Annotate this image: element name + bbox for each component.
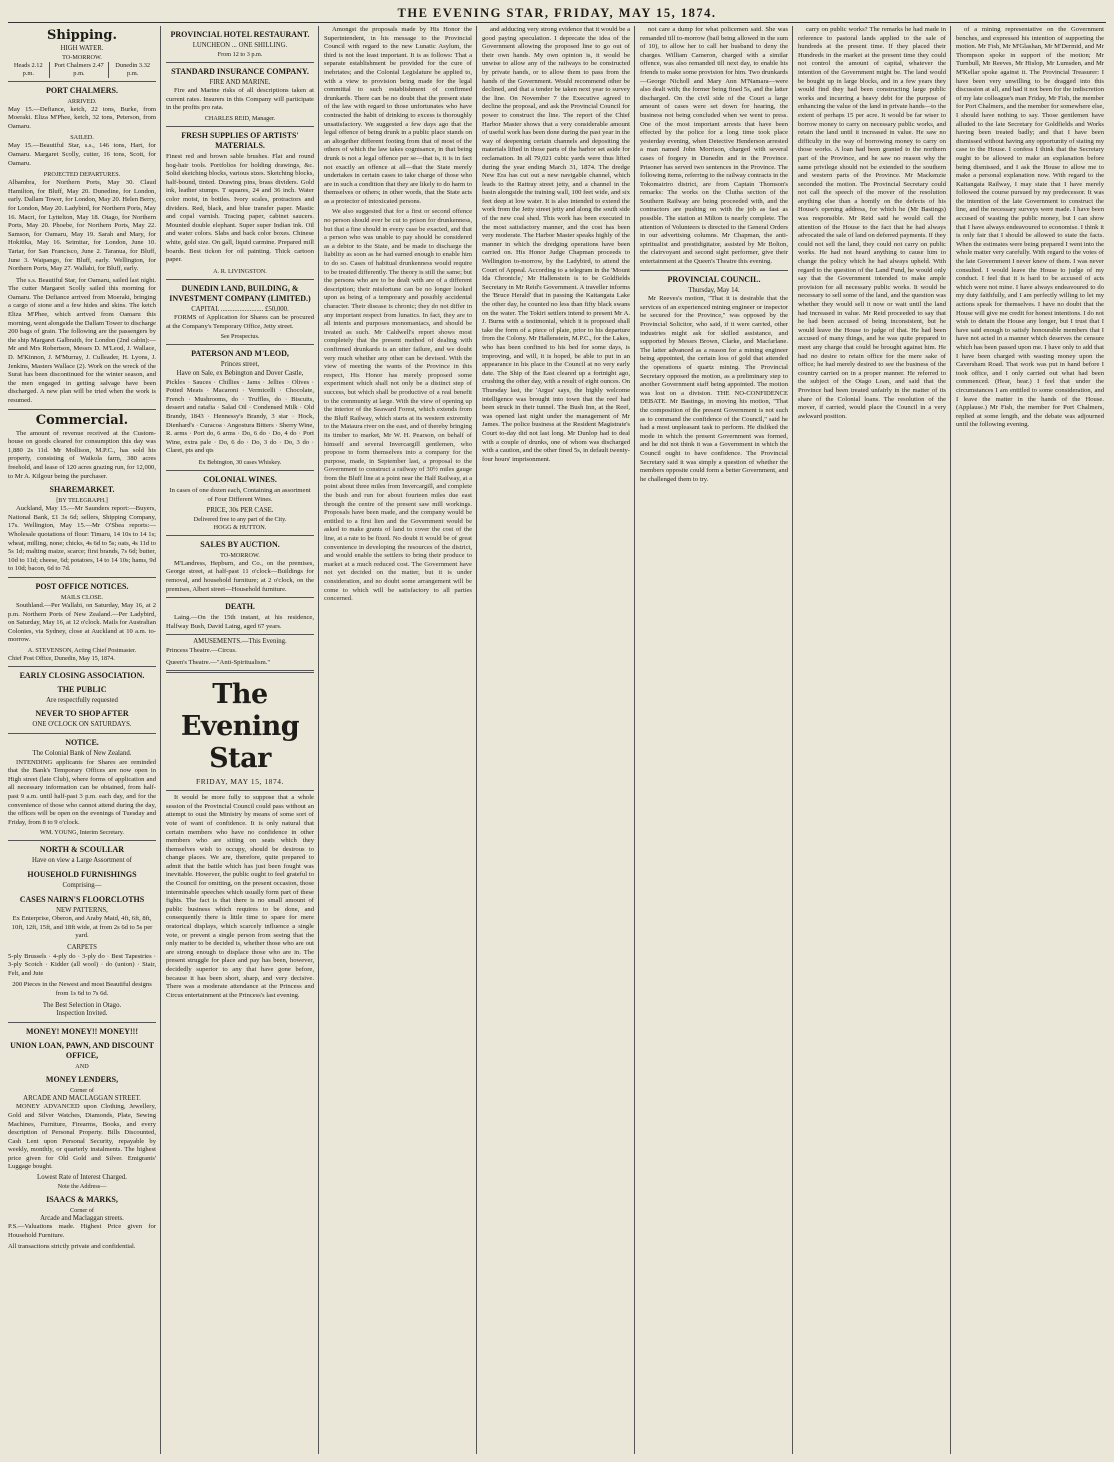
cases-floorcloths: CASES NAIRN'S FLOORCLOTHS — [19, 894, 145, 904]
wine-price: PRICE, 30s PER CASE. — [206, 507, 274, 515]
sharemarket-text: Auckland, May 15.—Mr Saunders report:—Buyers, National Bank, £1 3s 6d; sellers, Shipping Company, 17s. Wellington, May 15.—Mr O'Shea reports:—Wholesale quotations of flour: Timaru, 14 10s to 14 1s; wheat, milling, none; chicks, 4s 6d to 5s; oats, 4s 11d to 5s 1d; malting maize, scarce; first brands, 7s 6d; butter, 10d to 11d; cheese, 6d; potatoes, 14 to 14 10s; hams, 9d to 10d; bacon, 6d to 7d. — [8, 505, 156, 573]
arrived-label: ARRIVED. — [67, 97, 97, 105]
money-advanced-text: MONEY ADVANCED upon Clothing, Jewellery, Gold and Silver Watches, Diamonds, Plate, Sewing Machines, Furniture, Firearms, Books, and every description of Personal Property. Bills Discounted, Cash Lent upon Personal Security, repayable by weekly, monthly, or quarterly instalments. The highest price given for Old Gold and Silver. Emigrants' Luggage bought. — [8, 1103, 156, 1171]
column-7 — [956, 26, 1104, 1454]
artists-list: Finest red and brown sable brushes. Flat and round hog-hair tools. Portfolios for holding drawings, &c. Solid sketching blocks, various sizes. Sketching blocks, half-bound, tinted. Drawing pins, brass dividers. Gold ink, leather stumps. T squares, 24 and 36 inch. Water color moist, in bottles. Ivory scales, protractors and dividers. Red, black, and blue transfer paper. Mastic and copal varnish. Tracing paper, cabinet saucers. Mounted double elephant. Super super Indian ink. Oil and water colors. Slabs and back color boxes. Chinese white, gold size. On gall, liquid carmine. Prepared mill boards. Best tickon for oil painting. Thick cartoon paper. — [166, 152, 314, 264]
comprising: Comprising— — [62, 882, 102, 889]
new-patterns: NEW PATTERNS, — [56, 906, 108, 914]
lowest-rate: Lowest Rate of Interest Charged. — [37, 1174, 127, 1182]
divider — [8, 733, 156, 734]
divider — [166, 126, 314, 127]
colonial-wines-heading: COLONIAL WINES. — [203, 475, 277, 484]
luncheon: LUNCHEON ... ONE SHILLING. — [192, 42, 288, 49]
insurance-manager: CHARLES REID, Manager. — [204, 114, 276, 122]
nameplate: The Evening Star — [180, 679, 300, 775]
land-company-heading: DUNEDIN LAND, BUILDING, & INVESTMENT COMPANY (LIMITED.) — [169, 283, 311, 303]
tide-heads: Heads 2.12 p.m. — [13, 61, 43, 77]
by-telegraph: [BY TELEGRAPH.] — [56, 497, 108, 505]
leader-asylum-intro: Amongst the proposals made by His Honor the Superintendent, in his message to the Provincial Council with regard to the new Lunatic Asylum, the third is not the least important. It is as follows: That a separate establishment be provided for the cure of inebriates; and the Colonial Legislature be applied to, with a view to provision being made for the legal committal to such establishment of confirmed drunkards. There can be no doubt that the present state of the law with regard to those unfortunates who have contracted the habit of drinking to excess is thoroughly unsatisfactory. We suggested a few days ago that the legal offence of being drunk in a public place stands on an altogether different footing from that of most of the others of which the law takes cognisance, in that being drunk is not a legal offence per se—that is, it is in fact not exactly an offence at all—that the State merely undertakes in certain cases to take charge of those who are in such a condition that they are likely to do harm to themselves or others; in other words, that the State acts as a protector of intoxicated persons. — [324, 26, 472, 205]
sales-tomorrow: TO-MORROW. — [220, 551, 260, 559]
council-debate-continued: of a mining representative on the Government benches, and expressed his intention of supporting the motion. Mr Fish, Mr M'Glashan, Mr M'Dermid, and Mr Thompson spoke in support of the motion; Mr Turnbull, Mr Reeves, Mr Hislop, Mr Lumsden, and Mr M'Kellar spoke against it. The Provincial Treasurer: I have been very unwilling to be dragged into this discussion at all, and had it not been for the indiscretion of my late colleague's man Friday, Mr Fish, the member for Port Chalmers, and the member for somewhere else, I should have nothing to say. Those gentlemen have alluded to the late Secretary for Goldfields and Works having been treated badly; and that I have been dismissed without having any opportunity of stating my case to the House. I confess I think that the Secretary ought to be allowed to make an explanation before being dismissed, and I ask the House to allow me to make a personal explanation now. With regard to the Kaitangata Railway, I may state that I have merely followed the course pursued by my predecessor. It was the intention of the late Government to construct the line, and the necessary surveys were made. I have been accused of wasting the public money, but I can show that I have always endeavoured to economise. I think it is only fair that I should be allowed to state the facts. When the estimates were being prepared I went into the whole matter very carefully. With regard to the votes of the late Government I never knew of them. I was never consulted. I would leave the House to judge of my conduct. I feel that it is hard to be accused of acts which were not mine. I have always endeavoured to do my duty faithfully, and I am perfectly willing to let my actions speak for themselves. I have no doubt that the House will give me credit for honest intentions. I do not wish to detain the House any longer, but I trust that I have said enough to satisfy honourable members that I have not acted in a manner which deserves the censure which has been passed upon me. I have only to add that I have been charged with wasting money upon the Caversham Road. That work was put in hand before I took office, and I only carried out what had been commenced. (Hear, hear.) I feel that under the circumstances I am entitled to some consideration, and I leave the matter in the hands of the House. (Applause.) Mr Fish, the member for Port Chalmers, replied at some length, and the debate was adjourned until the following evening. — [956, 26, 1104, 429]
masthead-rule — [8, 22, 1106, 23]
livingston: A. R. LIVINGSTON. — [213, 267, 267, 275]
post-office-date: Chief Post Office, Dunedin, May 15, 1874. — [8, 654, 115, 662]
tide-table — [8, 62, 156, 78]
ex-ships-text: Ex Enterprise, Oberon, and Araby Maid, 4ft, 6ft, 8ft, 10ft, 12ft, 15ft, and 18ft wide, at from 2s 6d to 5s per yard. — [11, 915, 153, 940]
divider — [8, 81, 156, 82]
note-address: Note the Address— — [57, 1182, 107, 1190]
inspection-invited: Inspection Invited. — [56, 1010, 108, 1018]
hotel-heading: PROVINCIAL HOTEL RESTAURANT. — [170, 30, 310, 39]
queens-theatre: Queen's Theatre.—"Anti-Spiritualism." — [166, 658, 271, 666]
court-news: not care a dump for what policemen said. She was remanded till to-morrow (bail being allowed in the sum of 10), to allow her to call her husband to deny the charges. William Cameron, charged with a similar offence, was also remanded till next day, to enable his friends to make some provision for him. Two drunkards—George Nicholl and Mary Ann M'Namara—were also dealt with; the former being fined 5s, and the latter discharged. On the civil side of the Court a large amount of cases were set down for hearing, the business not being concluded when we went to press. One of the most important arrests that have been effected by the police for a long time took place yesterday evening, when Detective Henderson arrested a man named John Morrison, charged with several cases of forgery in Dunedin and in the Province. Prisoner has served two sentences in the Province. The following items, referring to the railway contracts in the Tokomairiro district, are from Captain Thomson's remarks: The works on the Clutha section of the Southern Railway are being proceeded with, and the contractors are pushing on with the job as fast as possible. The station at Milton is nearly complete. The attention of Volunteers is directed to the General Orders in our advertising columns. Mr Chapman, the anti-spiritualist and prestidigitator, assisted by Mr Bolton, the clairvoyant and second sight performer, give their entertainment at the Queen's Theatre this evening. — [640, 26, 788, 266]
carpets-label: CARPETS — [67, 943, 97, 951]
column-separator — [318, 26, 319, 1454]
paterson-heading: PATERSON AND M'LEOD, — [191, 349, 289, 359]
sharemarket-heading: SHAREMARKET. — [49, 485, 115, 495]
household-furnishings: HOUSEHOLD FURNISHINGS — [27, 870, 137, 879]
postmaster-signature: A. STEVENSON, Acting Chief Postmaster. — [27, 646, 137, 654]
carpet-note: 200 Pieces in the Newest and most Beautiful designs from 1s 6d to 7s 6d. — [12, 981, 152, 997]
column-6 — [798, 26, 946, 1454]
isaacs-marks: ISAACS & MARKS, — [46, 1194, 118, 1204]
amusements-heading: AMUSEMENTS.—This Evening. — [193, 638, 287, 646]
divider — [8, 409, 156, 410]
divider — [166, 597, 314, 598]
arcade-street: ARCADE AND MACLAGGAN STREET. — [23, 1094, 141, 1102]
masthead: THE EVENING STAR, FRIDAY, MAY 15, 1874. — [397, 6, 717, 20]
commercial-text: The amount of revenue received at the Custom-house on goods cleared for consumption this day was 1,880 2s 11d. Mr Mollison, M.P.C., has sold his property, consisting of Waikola farm, 380 acres freehold, and lease of 120 acres grazing run, for 12,000, to Mr A. Kilgour being the purchaser. — [8, 429, 156, 480]
divider — [166, 62, 314, 63]
artists-heading: FRESH SUPPLIES OF ARTISTS' MATERIALS. — [181, 130, 299, 150]
sailed-label: SAILED. — [70, 134, 94, 142]
best-selection: The Best Selection in Otago. — [42, 1001, 122, 1009]
hogg-hutton: HOGG & HUTTON. — [213, 523, 267, 531]
divider — [166, 344, 314, 345]
divider — [166, 670, 314, 673]
divider — [8, 1022, 156, 1023]
column-separator — [476, 26, 477, 1454]
the-public: THE PUBLIC — [57, 684, 107, 694]
corner-of: Corner of — [70, 1086, 94, 1094]
and-label: AND — [75, 1062, 89, 1070]
sales-text: M'Landress, Hepburn, and Co., on the premises, George street, at half-past 11 o'clock—Buildings for removal, and household furniture; at 2 o'clock, on the premises, Albert street—Household furniture. — [166, 559, 314, 593]
column-1 — [8, 26, 156, 1454]
money-lenders: MONEY LENDERS, — [45, 1074, 119, 1084]
column-separator — [160, 26, 161, 1454]
princes-street: Princes street, — [220, 361, 260, 369]
interim-secretary: WM. YOUNG, Interim Secretary. — [40, 829, 124, 837]
see-prospectus: See Prospectus. — [220, 333, 260, 341]
colonial-bank: The Colonial Bank of New Zealand. — [32, 750, 132, 758]
provincial-council-heading: PROVINCIAL COUNCIL. — [667, 274, 761, 284]
divider — [8, 666, 156, 667]
respectfully-requested: Are respectfully requested — [46, 696, 118, 704]
carpet-list: 5-ply Brussels · 4-ply do · 3-ply do · Best Tapestries · 3-ply Scotch · Kidder (all wool) · do (union) · Stair, Felt, and Jute — [8, 952, 156, 977]
column-3 — [324, 26, 472, 1454]
high-water-label: HIGH WATER. — [60, 45, 104, 52]
projected-label: PROJECTED DEPARTURES. — [43, 171, 121, 179]
divider — [166, 470, 314, 471]
mails-close-label: MAILS CLOSE. — [61, 593, 103, 601]
dateline: FRIDAY, MAY 15, 1874. — [195, 777, 285, 787]
divider — [166, 535, 314, 536]
divider — [640, 270, 788, 271]
wines-text: In cases of one dozen each, Containing an assortment of Four Different Wines. — [169, 487, 311, 503]
local-news: and adducing very strong evidence that it would be a good paying speculation. I deprecate the idea of the Government allowing the proposed line to go out of their own hands. My own opinion is, it would be unwise to allow any of the railways to be constructed by private hands, or to allow them to pass from the hands of the Government. Would recommend other be declined, and that a tender be taken next year to survey the line. On November 7 the Executive agreed to decline the proposal, and ask the Provincial Council for power to construct the line. The report of the Chief Harbor Master shows that a very considerable amount of useful work has been done during the past year in the way of deepening certain channels and depositing the materials lifted in those parts of the harbor set aside for reclamation. In all 79,021 cubic yards were thus lifted during the year ending March 31, 1874. The dredge New Era has cut out a new navigable channel, which leads to the Rattray street jetty, and a channel in the basin alongside the training wall, 100 feet wide, and six feet deep at low water. It is also intended to extend the work from the Jetty street jetty and along the south side of the new coal shed. This work has been executed in the most satisfactory manner, and the cost has been very moderate. The Harbor Master speaks highly of the manner in which the dredging operations have been carried on. His Honor Judge Chapman proceeds to Wellington to-morrow, by the Ladybird, to attend the Court of Appeal. According to a telegram in the 'Mount Ida Chronicle,' Mr Hallenstein is to be Goldfields Secretary in Mr Reid's Government. A traveller informs the 'Bruce Herald' that in passing the Kaitangata Lake the other day, he counted no less than fifty black swans on the water. The Tokiri settlers intend to present Mr A. J. Burns with a testimonial, which it is proposed shall take the form of a piece of plate, prior to his departure from the Colony. Mr Hallenstein, M.P.C., for the Lakes, who has been confined to his bed for some days, is improving, and will, it is hoped, be able to put in an appearance in his place in the Council at no very early date. The Ship of the East cleared up a fortnight ago, crushing the other day, with a result of eight ounces. On Thursday last, the 'Argus' says, the highly welcome intelligence was brought into town that the reef had been struck in their tunnel. The Bush Inn, at the Reef, was opened last night under the management of Mr James. The police business at the Resident Magistrate's Court to-day did not last long. Mr Dunlop had to deal with a couple of drunks, one of whom was discharged with a caution, and the other fined 5s, in default twenty-four hours' imprisonment. — [482, 26, 630, 463]
arcade-maclaggan: Arcade and Maclaggan streets. — [40, 1214, 124, 1222]
insurance-text: Fire and Marine risks of all descriptions taken at current rates. Insurers in this Company will participate in the profits pro rata. — [166, 87, 314, 112]
capital: CAPITAL ......................... £50,000. — [191, 305, 289, 313]
divider — [166, 279, 314, 280]
sales-heading: SALES BY AUCTION. — [200, 539, 280, 549]
all-transactions: All transactions strictly private and confidential. — [8, 1243, 136, 1251]
tide-port-chalmers: Port Chalmers 2.47 p.m. — [49, 62, 109, 78]
column-5 — [640, 26, 788, 1454]
never-shop: NEVER TO SHOP AFTER — [35, 709, 129, 719]
column-4 — [482, 26, 630, 1454]
forms-text: FORMS of Application for Shares can be procured at the Company's Temporary Office, Jetty street. — [166, 314, 314, 330]
money-heading: MONEY! MONEY!! MONEY!!! — [26, 1026, 138, 1036]
arrived-text: May 15.—Defiance, ketch, 22 tons, Burke, from Moeraki. Eliza M'Phee, ketch, 32 tons, Peterson, from Oamaru. — [8, 105, 156, 130]
council-text: Mr Reeves's motion, "That it is desirable that the services of an experienced mining engineer or inspector be secured for the Province," was opposed by the Provincial Solicitor, who said, if it were carried, other industries might ask for skilled assistance, and supported by Messrs Brown, Clarke, and Macfarlane. The latter advanced as a reason for a mining engineer being appointed, the certain loss of gold that attended the operations of quartz mining. The Provincial Secretary opposed the motion, as a preliminary step to another Government staff being appointed. The motion was lost on a division. THE NO-CONFIDENCE DEBATE. Mr Bastings, in moving his motion, "That the composition of the present Government is not such as to command the confidence of the Council," said he had a most unpleasant task to perform. He disliked the mode in which the present Government was formed, and he did not think it was a Government in which the Council ought to have confidence. The Provincial Secretary said it was simply a question of whether the members opposite could form a better Government, and he challenged them to try. — [640, 295, 788, 483]
column-2 — [166, 26, 314, 1454]
column-separator — [634, 26, 635, 1454]
princess-theatre: Princess Theatre.—Circus. — [166, 646, 237, 654]
column-separator — [950, 26, 951, 1454]
shipping-heading: Shipping. — [47, 28, 117, 43]
notice-text: INTENDING applicants for Shares are reminded that the Bank's Temporary Offices are now open in High street (late Club), where forms of application and all necessary information can be obtained, from half-past 9 a.m. until half-past 3 p.m. each day, and for the convenience of those who cannot attend during the day, the offices will be open on the evenings of Tuesday and Friday, from 8 to 9 o'clock. — [8, 758, 156, 826]
isaacs-corner: Corner of — [70, 1206, 94, 1214]
paterson-text: Have on Sale, ex Bebington and Dover Castle, — [176, 370, 304, 378]
insurance-heading: STANDARD INSURANCE COMPANY. — [171, 66, 309, 76]
early-closing-heading: EARLY CLOSING ASSOCIATION. — [19, 670, 145, 680]
port-chalmers-heading: PORT CHALMERS. — [45, 85, 119, 95]
council-date: Thursday, May 14. — [688, 286, 740, 294]
notice-heading: NOTICE. — [65, 738, 99, 748]
divider — [8, 840, 156, 841]
valuations: P.S.—Valuations made. Highest Price given for Household Furniture. — [8, 1223, 156, 1239]
shipping-notes: The s.s. Beautiful Star, for Oamaru, sailed last night. The cutter Margaret Scolly sailed this morning for Oamaru. The Defiance arrived from Moeraki, bringing a cargo of stone and a few hides and skins. The ketch Eliza M'Phee, which arrived from Oamaru this morning, went alongside the Dallam Tower to discharge 200 bags of grain. The following are the passengers by the ship Margaret Galbraith, for London (2nd cabin):— Mr and Mrs Robertson, Messrs D. M'Leod, J. Wallace, D. M'Kinnon, J. M'Murray, J. Culleader, H. Lyons, J. Jenkins, Masters Wallace (2). Work on the wreck of the Surat has been discontinued for the winter season, and the men engaged in getting salvage have been discharged. A new plan will be tried when the work is resumed. — [8, 276, 156, 404]
union-loan: UNION LOAN, PAWN, AND DISCOUNT OFFICE, — [10, 1040, 154, 1060]
ex-bebington: Ex Bebington, 30 cases Whiskey. — [198, 459, 282, 466]
leader-text: It would be more fully to suppose that a whole session of the Provincial Council could pass without an attempt to oust the Ministry by means of some sort of vote of want of confidence. It is only natural that certain members who have no confidence in other members who are sitting on seats which they themselves wish to occupy, should be desirous to change places. We are, therefore, quite prepared to admit that the battle which has just been fought was inevitable. However, the public ought to feel grateful to the Council for omitting, on the present occasion, those interminable speeches which usually form part of these fights. The fact is that there is no small amount of public business which requires to be done, and consequently there is little time to spare for mere oratorical displays, which scarcely influence a single vote, or prevent a single person from seeing that the only matter to be decided is, whether those who are out are strong enough to displace those who are in. The present struggle for place and pay has been, however, decidedly superior to any that have gone before, because it has been short, sharp, and very decisive. There was a moderate attendance at the Princess and Circus entertainment at the Princess's last evening. — [166, 794, 314, 999]
divider — [166, 634, 314, 635]
leader-asylum-body: We also suggested that for a first or second offence no person should ever be cut to prison for drunkenness, but that a fine should in every case be exacted, and that a person who was unable to pay should be considered as a debtor to the State, and be made to discharge the liability as soon as he had earned enough to enable him to do so. Cases of habitual drunkenness would require to be treated differently. The theory is still the same; but the persons who are to be dealt with are of a different description; their misfortune can be no longer looked upon as being of a temporary and possibly accidental character. Their disease is chronic; they do not differ in any important respect from lunatics. In fact, they are to all intents and purposes monomaniacs, and should be treated as such. Mr Caldwell's report shows most completely that the present method of dealing with confirmed drunkards is an utter failure, and we doubt very much whether any other can be devised. With the view of meeting the wants of the Province in this respect, His Honor has merely proposed some experiment which shall not only be a distinct step of success, but which shall be productive of a real benefit to the community at large. With the view of opening up the interior of the Seaward Forest, which extends from the Bluff Railway, which starts at its western extremity to the Mataura river on the east, and of thereby bringing its timber to market, Mr W. H. Pearson, on behalf of himself and several Invercargill gentlemen, who propose to form themselves into a company for the purpose, made, in September last, a proposal to the Government to construct a railway of 30½ miles gauge from the Bluff line at a point near the Half Railway, at a point about three miles from Invercargill, and complete the bush and run for about fourteen miles due east through the centre of the present saw mill workings. Proposals have been made, and the company would be entitled to a first lien and the Government would be asked to make grants of land to cover the cost of the line, at a rate to be fixed. No doubt it would be of great convenience in developing the resources of the district, and would enable the settlers to bring their produce to market at a much reduced cost. The Government have not yet decided on the matter, but it is under consideration, and no doubt some arrangement will be come to which will be satisfactory to all parties concerned. — [324, 208, 472, 603]
post-office-text: Southland.—Per Wallabi, on Saturday, May 16, at 2 p.m. Northern Ports of New Zealand.—Per Ladybird, on Saturday, May 16, at 12 o'clock. Mails for Australian Colonies, via Sydney, close at Auckland at 10 a.m. to-morrow. — [8, 601, 156, 644]
sailed-text: May 15.—Beautiful Star, s.s., 146 tons, Hart, for Oamaru. Margaret Scolly, cutter, 16 tons, Scott, for Oamaru. — [8, 142, 156, 167]
divider — [8, 577, 156, 578]
paterson-list: Pickles · Sauces · Chillies · Jams · Jellies · Olives · Potted Meats · Macaroni · Vermicelli · Chocolate, French · Mushrooms, do · Truffles, do · Biscuits, dessert and ratafia · Salad Oil · Condensed Milk · Old Brandy, 1843 · Hennessy's Brandy, 3 star · Hock, Dienhard's · Curacoa · Angostura Bitters · Sherry Wine, R. arms · Port do, 6 arms · Do, 6 do · Do, 4 do · Port Wine, extra pale · Do, 6 do · Do, 3 do · Do, 3 do · Claret, pts and qts — [166, 378, 314, 455]
commercial-heading: Commercial. — [35, 412, 129, 428]
one-oclock: ONE O'CLOCK ON SATURDAYS. — [32, 721, 132, 729]
north-scoullar-heading: NORTH & SCOULLAR — [39, 845, 125, 855]
death-heading: DEATH. — [225, 602, 255, 612]
tomorrow-label: TO-MORROW. — [62, 53, 102, 61]
post-office-heading: POST OFFICE NOTICES. — [35, 581, 129, 591]
luncheon-time: From 12 to 3 p.m. — [217, 50, 263, 58]
council-debate: carry on public works? The remarks he had made in reference to pastoral lands applied to the sale of hundreds at the present time. If they placed their Hundreds in the market at the present time they could not control the amount of capital, whatever the intention of the Government might be. The land would be bought up in large blocks, and in a few years they would find they had been constructing large public works and incurring a heavy debt for the purpose of enhancing the value of the land in private hands—to the extent of perhaps 15 per acre. It would be far wiser to borrow money to carry on necessary public works, and retain the land until it increased in value. He saw no difficulty in the way of borrowing money to carry on those works. A loan had been granted to the northern part of the Province, and he saw no reason why the same privilege should not be extended to the southern and western parts of the Province. Mr Mackenzie seconded the motion. The Provincial Secretary could not call the speech of the mover of the resolution anything else than a homily on the defects of his House's opening address, for which he (Mr Bastings) was responsible. Mr Reid said he would call the attention of the House to the fact that he had always advocated the sale of land on deferred payments. If they could not sell the land, they could not carry on public works. He had not heard anything to cause him to change the policy which he had always upheld. With regard to the question of the Land Fund, he would only say that the Government intended to make ample provision for all necessary public works. It would be necessary to sell some of the land, and the question was whether they would sell it now or wait until the land had increased in value. Mr Reid proceeded to say that he had been accused of being inconsistent, but he would leave the House to judge of that. He had been accused of many things, and he was quite prepared to meet any charge that could be brought against him. He had no desire to retain office for the mere sake of office; he had merely desired to see the business of the country carried on in a proper manner. He referred to the subject of the Otago Loan, and said that the Province had been treated unfairly in the matter of its share of the Colonial loans. The resolution of the mover, if carried, would place the Council in a very awkward position. — [798, 26, 946, 420]
columns — [8, 26, 1106, 1456]
divider — [166, 790, 314, 791]
death-text: Laing.—On the 15th instant, at his residence, Halfway Bush, David Laing, aged 67 years. — [166, 614, 314, 630]
delivered-free: Delivered free to any part of the City. — [193, 515, 287, 523]
large-assortment: Have on view a Large Assortment of — [32, 857, 132, 865]
projected-text: Albambra, for Northern Ports, May 30. Claud Hamilton, for Bluff, May 20. Dunedine, for London, early. Dallam Tower, for London, May 20. Helen Berry, for London, May 20. Ladybird, for Northern Ports, May 16. Macri, for Lyttelton, May 18. Otago, for Northern Ports, May 20. Phoebe, for Northern Ports, May 22. Samson, for Oamaru, May 19. Sarah and Mary, for Hokitika, May 16. Seimitar, for London, June 10. Tartar, for San Francisco, June 2. Taranua, for Bluff, June 3. Waipango, for Bluff, early. Wellington, for Northern Ports, May 27. Wallabi, for Bluff, early. — [8, 179, 156, 273]
column-separator — [792, 26, 793, 1454]
tide-dunedin: Dunedin 3.32 p.m. — [109, 62, 156, 78]
fire-marine: FIRE AND MARINE. — [209, 78, 271, 86]
